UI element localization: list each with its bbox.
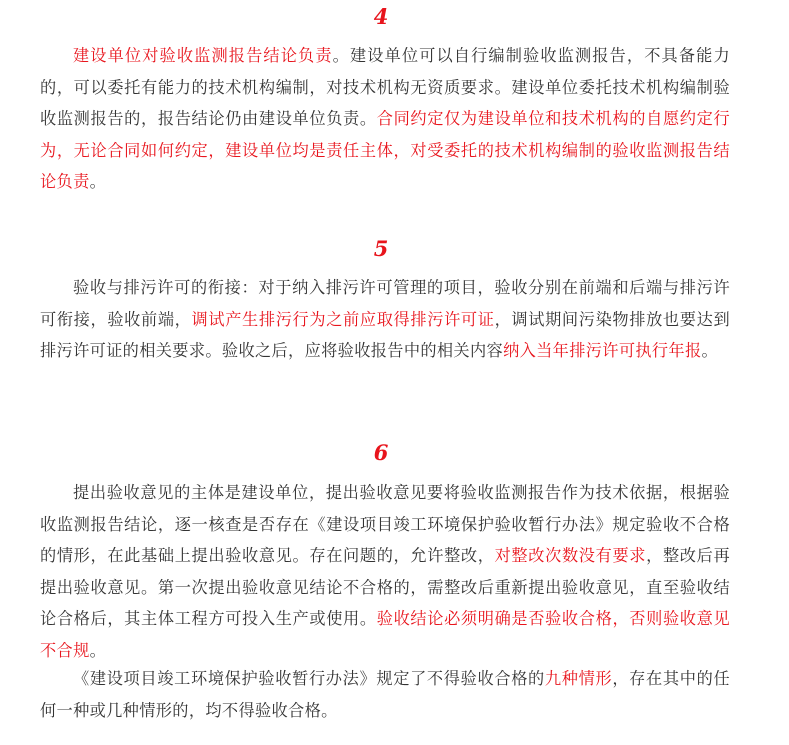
paragraph — [40, 663, 730, 726]
highlight-text: 对整改次数没有要求 — [494, 546, 647, 565]
highlight-text: 调试产生排污行为之前应取得排污许可证 — [191, 309, 495, 329]
paragraph — [40, 477, 730, 666]
body-text: 验收与排污许可的衔接：对于纳入排污许可管理的项目，验收分别在前端和后端与排污许可衔接，验收前端， — [40, 278, 730, 329]
paragraph — [40, 272, 730, 367]
highlight-text: 验收结论必须明确是否验收合格，否则验收意见不合规 — [40, 609, 730, 660]
highlight-text: 合同约定仅为建设单位和技术机构的自愿约定行为，无论合同如何约定，建设单位均是责任主体，对受委托的技术机构编制的验收监测报告结论负责 — [40, 109, 730, 191]
body-text: ，调试期间污染物排放也要达到排污许可证的相关要求。验收之后，应将验收报告中的相关内容 — [40, 309, 730, 360]
highlight-text: 九种情形 — [544, 669, 613, 688]
body-text: 。 — [89, 640, 107, 660]
body-text: ，整改后再提出验收意见。第一次提出验收意见结论不合格的，需整改后重新提出验收意见，直至验收结论合格后，其主体工程方可投入生产或使用。 — [40, 546, 731, 628]
highlight-text: 纳入当年排污许可执行年报 — [503, 341, 702, 360]
paragraph — [40, 40, 730, 198]
section-number: 4 — [373, 4, 389, 29]
body-text: 。 — [89, 172, 107, 191]
body-text: 提出验收意见的主体是建设单位，提出验收意见要将验收监测报告作为技术依据，根据验收监测报告结论，逐一核查是否存在《建设项目竣工环境保护验收暂行办法》规定验收不合格的情形，在此基础上提出验收意见。存在问题的，允许整改， — [40, 483, 730, 565]
highlight-text: 建设单位对验收监测报告结论负责 — [73, 46, 333, 65]
body-text: 《建设项目竣工环境保护验收暂行办法》规定了不得验收合格的 — [73, 669, 545, 688]
body-text: 。 — [701, 341, 719, 360]
body-text: ，存在其中的任何一种或几种情形的，均不得验收合格。 — [40, 669, 730, 720]
section-number: 6 — [373, 440, 389, 465]
section-number: 5 — [373, 236, 389, 261]
body-text: 。建设单位可以自行编制验收监测报告，不具备能力的，可以委托有能力的技术机构编制，对技术机构无资质要求。建设单位委托技术机构编制验收监测报告的，报告结论仍由建设单位负责。 — [40, 46, 730, 128]
